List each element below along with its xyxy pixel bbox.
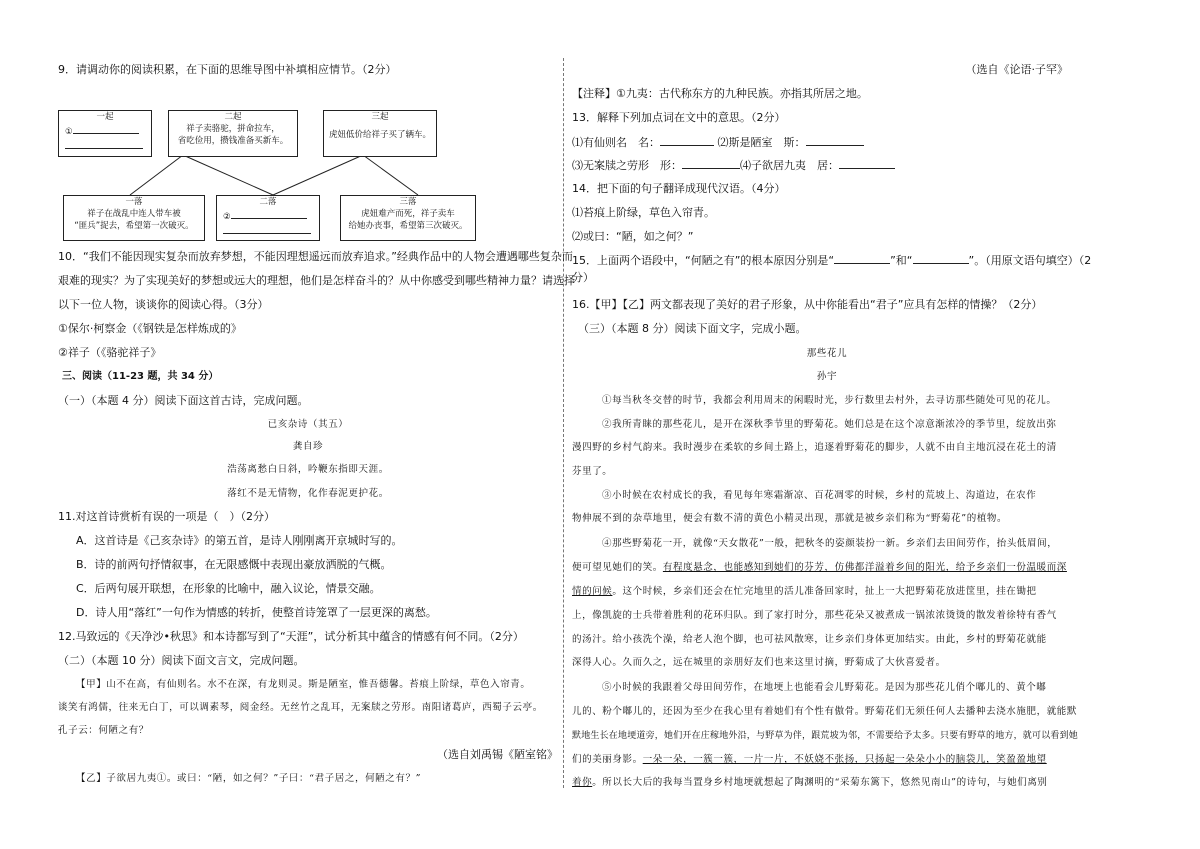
paragraph-4-line-4: 上，像凯旋的士兵带着胜利的花环归队。到了家打时分，那些花朵又被煮成一锅浓浓烫烫的散发着徐特有香气 <box>572 610 1057 621</box>
box-line: 省吃俭用，攒钱准备买新车。 <box>177 136 289 146</box>
box-line: 虎妞难产而死，祥子卖车 <box>361 209 455 219</box>
p5-text: 们的美丽身影。 <box>572 754 643 765</box>
q11-option-b: B．诗的前两句抒情叙事，在无限感慨中表现出豪放洒脱的气概。 <box>76 558 392 571</box>
q15-part-c: ”。（用原文语句填空）（2 <box>968 254 1092 267</box>
box-title: 一起 <box>96 112 114 122</box>
answer-blank-13-3[interactable] <box>682 158 740 169</box>
paragraph-2-line-3: 芬里了。 <box>572 466 613 477</box>
box-line: 虎妞低价给祥子买了辆车。 <box>328 130 431 140</box>
paragraph-5-line-1: ⑤小时候的我跟着父母田间劳作，在地埂上也能看会儿野菊花。是因为那些花儿俏个嘟儿的、黄个嘟 <box>602 682 1047 693</box>
box-title: 一落 <box>125 197 143 207</box>
right-column <box>572 0 1092 849</box>
q13-text: 13．解释下列加点词在文中的意思。（2分） <box>572 111 786 124</box>
paragraph-3-line-1: ③小时候在农村成长的我，看见每年寒霜渐凉、百花凋零的时候，乡村的荒坡上、沟道边，在农作 <box>602 490 1037 501</box>
answer-blank-13-4[interactable] <box>839 158 895 169</box>
paragraph-1: ①每当秋冬交替的时节，我都会利用周末的闲暇时光，步行数里去村外，去寻访那些随处可见的花儿。 <box>602 395 1057 406</box>
answer-blank-2b[interactable] <box>223 223 311 234</box>
column-divider <box>563 58 565 788</box>
paragraph-4-line-5: 的汤汁。给小孩洗个澡，给老人泡个脚，也可祛风散寒，让乡亲们身体更加结实。由此，乡村的野菊花就能 <box>572 634 1047 645</box>
q13-item-2: ⑵斯是陋室 斯： <box>717 136 806 149</box>
box-line: 给她办丧事，希望第三次破灭。 <box>348 221 468 231</box>
q14-text: 14．把下面的句子翻译成现代汉语。（4分） <box>572 182 786 195</box>
box-title: 三落 <box>399 197 417 207</box>
answer-blank-2[interactable] <box>231 208 307 219</box>
left-column <box>58 0 575 849</box>
q11-option-c: C．后两句展开联想，在形象的比喻中，融入议论，情景交融。 <box>76 582 381 595</box>
section-3-heading: 三、阅读（11-23 题，共 34 分） <box>62 371 219 382</box>
mindmap-box-5 <box>216 195 320 241</box>
paragraph-2-line-2: 漫四野的乡村气韵来。我时漫步在柔软的乡间土路上，追逐着野菊花的脚步，人就不由自主地沉浸在花土的清 <box>572 442 1057 453</box>
paragraph-5-line-5 <box>572 776 1048 790</box>
q15-text-cont: 分） <box>572 271 594 284</box>
box-title: 二起 <box>224 112 242 122</box>
q13-items-2 <box>572 158 895 173</box>
jia-line-2: 谈笑有鸿儒，往来无白丁，可以调素琴，阅金经。无丝竹之乱耳，无案牍之劳形。南阳诸葛庐，西蜀子云亭。 <box>58 702 543 713</box>
p4-text: 。这个时候，乡亲们还会在忙完地里的活儿准备回家时，扯上一大把野菊花放进筐里，挂在锄把 <box>612 586 1037 597</box>
paragraph-4-line-6: 深得人心。久而久之，远在城里的亲朋好友们也来这里讨摘，野菊成了大伙喜爱者。 <box>572 657 946 668</box>
q13-item-4: ⑷子欲居九夷 居： <box>740 159 839 172</box>
paragraph-5-line-3: 默地生长在地埂道旁，她们开在庄稼地外沿，与野草为伴，跟荒坡为邻，不需要给予太多。只要有野草的地方，就可以看到她 <box>572 731 1079 741</box>
answer-blank-1b[interactable] <box>65 138 143 149</box>
box-line: 祥子在战乱中连人带车被 <box>87 209 181 219</box>
answer-blank-15-1[interactable] <box>834 253 890 264</box>
q10-line-3: 以下一位人物，谈谈你的阅读心得。（3分） <box>58 298 269 311</box>
answer-blank-13-1[interactable] <box>660 135 714 146</box>
box-title: 二落 <box>259 197 277 207</box>
poem-title: 已亥杂诗（其五） <box>267 419 349 430</box>
p5-text: 。所以长大后的我每当置身乡村地埂就想起了陶渊明的“采菊东篱下，悠然见南山”的诗句，与她们离别 <box>592 777 1048 788</box>
q9-text: 9．请调动你的阅读积累，在下面的思维导图中补填相应情节。（2分） <box>58 63 397 76</box>
paragraph-2-line-1: ②我所青睐的那些花儿，是开在深秋季节里的野菊花。她们总是在这个凉意渐浓冷的季节里，绽放出弥 <box>602 419 1057 430</box>
poem-author: 龚自珍 <box>292 441 324 452</box>
blank-number: ② <box>223 212 231 222</box>
q13-items-1 <box>572 135 864 150</box>
q14-item-1: ⑴苔痕上阶绿，草色入帘青。 <box>572 206 715 219</box>
q11-text: 11.对这首诗赏析有误的一项是（ ）（2分） <box>58 510 275 523</box>
p4-underlined: 情的问候 <box>572 586 613 597</box>
p5-underlined: 着你 <box>572 777 593 788</box>
mindmap-box-4 <box>63 195 205 241</box>
box-line: “匪兵”捉去，希望第一次破灭。 <box>74 221 194 231</box>
mindmap-box-6 <box>340 195 476 241</box>
source-2: （选自《论语·子罕》 <box>965 63 1068 76</box>
q15-part-a: 15．上面两个语段中，“何陋之有”的根本原因分别是“ <box>572 254 835 267</box>
essay-author: 孙宇 <box>816 371 838 382</box>
poem-line-2: 落红不是无情物，化作春泥更护花。 <box>227 488 389 499</box>
q16-text: 16.【甲】【乙】两文都表现了美好的君子形象，从中你能看出“君子”应具有怎样的情操？（2分） <box>572 298 1043 311</box>
box-title: 三起 <box>371 112 389 122</box>
p5-underlined: 一朵一朵，一簇一簇，一片一片，不妖娆不张扬，只扬起一朵朵小小的脑袋儿，笑盈盈地望 <box>642 754 1047 765</box>
q13-item-1: ⑴有仙则名 名： <box>572 136 660 149</box>
paragraph-5-line-2: 儿的、粉个嘟儿的，还因为至少在我心里有着她们有个性有傲骨。野菊花们无须任何人去播种去浇水施肥，就能默 <box>572 706 1078 717</box>
q11-option-d: D．诗人用“落红”一句作为情感的转折，使整首诗笼罩了一层更深的离愁。 <box>76 606 437 619</box>
option-2: ②祥子（《骆驼祥子》 <box>58 346 162 359</box>
p4-text: 便可望见她们的笑。 <box>572 562 663 573</box>
note: 【注释】①九夷：古代称东方的九种民族。亦指其所居之地。 <box>572 87 868 100</box>
source-1: （选自刘禹锡《陋室铭》 <box>437 748 558 761</box>
q11-option-a: A．这首诗是《己亥杂诗》的第五首，是诗人刚刚离开京城时写的。 <box>76 534 403 547</box>
jia-line-1: 【甲】山不在高，有仙则名。水不在深，有龙则灵。斯是陋室，惟吾德馨。苔痕上阶绿，草色入帘青。 <box>76 679 531 690</box>
yi-text: 【乙】子欲居九夷①。或曰：“陋，如之何？”子曰：“君子居之，何陋之有？” <box>76 773 422 784</box>
q10-line-1: 10．“我们不能因现实复杂而放弃梦想，不能因理想遥远而放弃追求。”经典作品中的人物会遭遇哪些复杂而 <box>58 250 573 263</box>
blank-number: ① <box>65 127 73 137</box>
p4-underlined: 有程度悬念，也能感知到她们的芬芳，仿佛都洋溢着乡间的阳光，给予乡亲们一份温暖而深 <box>662 562 1067 573</box>
mindmap-box-1 <box>58 110 152 157</box>
paragraph-4-line-1: ④那些野菊花一开，就像“天女散花”一般，把秋冬的姿颜装扮一新。乡亲们去田间劳作，抬头低眉间， <box>602 538 1058 549</box>
answer-blank-1[interactable] <box>73 123 139 134</box>
q15-text <box>572 253 1091 268</box>
mindmap-box-3 <box>323 110 437 157</box>
jia-line-3: 孔子云：何陋之有？ <box>58 725 149 736</box>
q15-part-b: ”和“ <box>890 254 913 267</box>
answer-blank-15-2[interactable] <box>913 253 969 264</box>
paragraph-5-line-4 <box>572 753 1047 767</box>
option-1: ①保尔·柯察金（《钢铁是怎样炼成的》 <box>58 322 242 335</box>
answer-blank-13-2[interactable] <box>806 135 864 146</box>
part-2-heading: （二）（本题 10 分）阅读下面文言文，完成问题。 <box>58 654 305 667</box>
q10-line-2: 艰难的现实？为了实现美好的梦想或远大的理想，他们是怎样奋斗的？从中你感受到哪些精神力量？请选择 <box>58 274 575 287</box>
essay-title: 那些花儿 <box>806 348 848 359</box>
paragraph-4-line-3 <box>572 585 1037 599</box>
q14-item-2: ⑵或曰：“陋，如之何？” <box>572 230 694 243</box>
part-3-heading: （三）（本题 8 分）阅读下面文字，完成小题。 <box>578 322 807 335</box>
paragraph-3-line-2: 物伸展不到的杂草地里，便会有数不清的黄色小精灵出现，那就是被乡亲们称为“野菊花”的植物。 <box>572 513 1008 524</box>
part-1-heading: （一）（本题 4 分）阅读下面这首古诗，完成问题。 <box>58 394 309 407</box>
mindmap-box-2 <box>168 110 298 157</box>
box-line: 祥子卖骆驼，拼命拉车， <box>186 124 280 134</box>
paragraph-4-line-2 <box>572 561 1067 575</box>
mind-map <box>58 100 558 245</box>
q13-item-3: ⑶无案牍之劳形 形： <box>572 159 682 172</box>
poem-line-1: 浩荡离愁白日斜，吟鞭东指即天涯。 <box>227 464 389 475</box>
q12-text: 12.马致远的《天净沙•秋思》和本诗都写到了“天涯”，试分析其中蕴含的情感有何不同。（2分） <box>58 630 524 643</box>
